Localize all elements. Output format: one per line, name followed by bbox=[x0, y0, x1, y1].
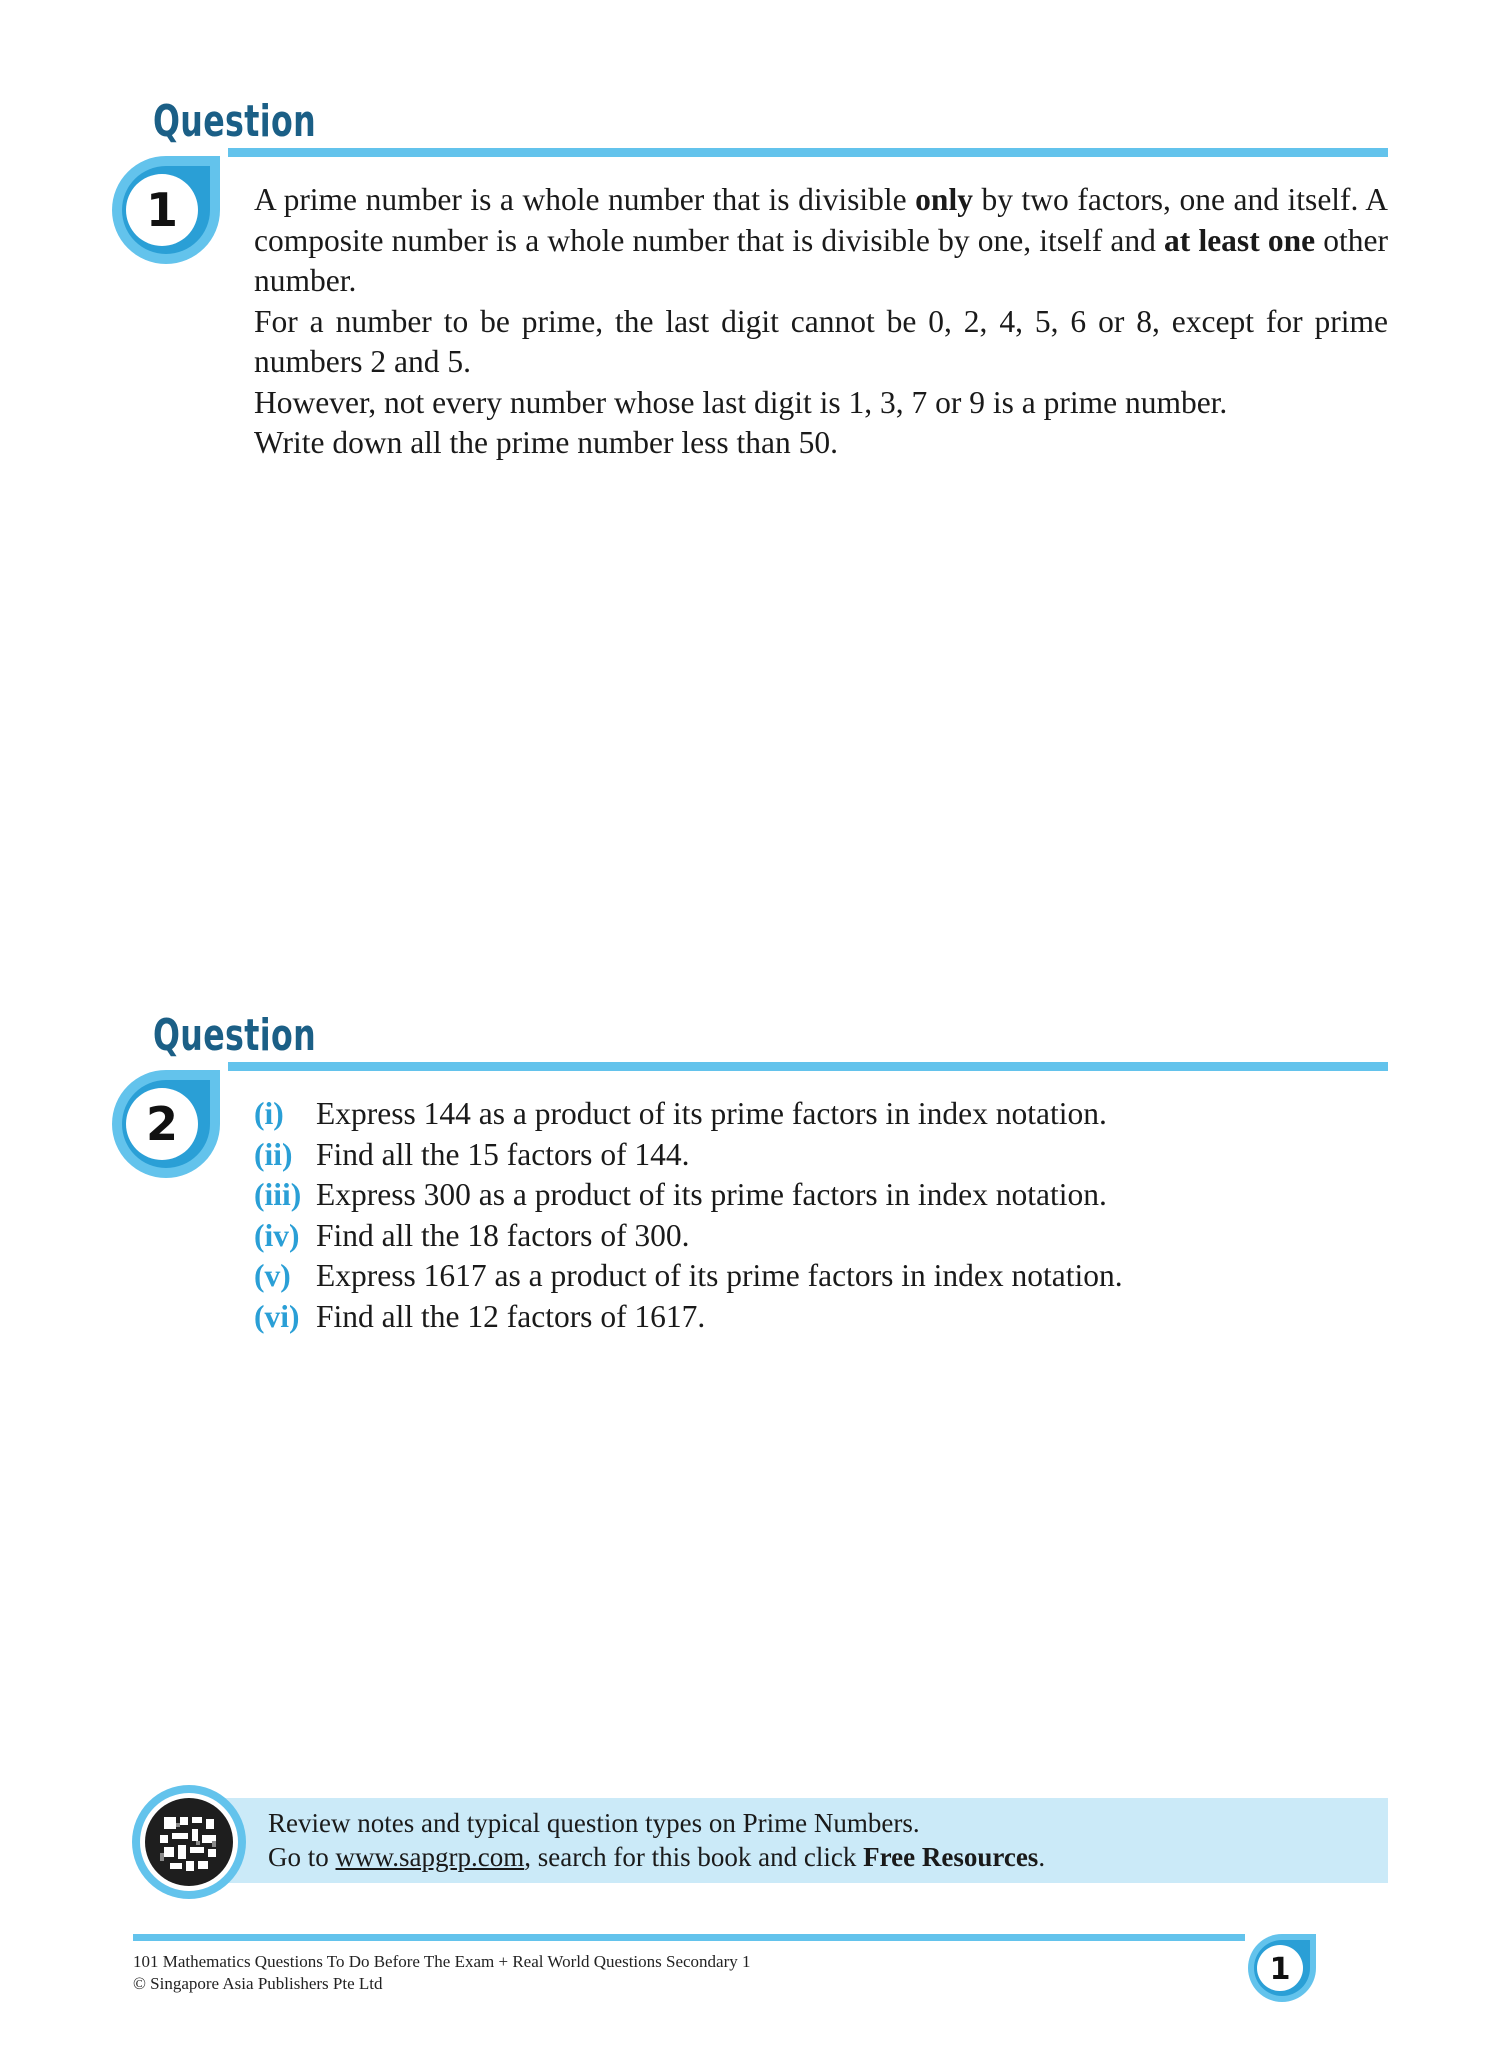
question-2-parts bbox=[254, 1094, 1388, 1337]
part-label: (ii) bbox=[254, 1136, 293, 1172]
question-heading: Question bbox=[153, 1010, 317, 1061]
question-number-badge bbox=[100, 1058, 232, 1190]
resources-link[interactable]: www.sapgrp.com bbox=[335, 1842, 525, 1872]
question-part bbox=[254, 1094, 1388, 1135]
question-part bbox=[254, 1175, 1388, 1216]
part-text: Express 144 as a product of its prime factors in index notation. bbox=[316, 1096, 1107, 1131]
page-number: 1 bbox=[1269, 1952, 1291, 1987]
part-text: Find all the 18 factors of 300. bbox=[316, 1217, 690, 1253]
part-text: Express 1617 as a product of its prime factors in index notation. bbox=[316, 1258, 1123, 1293]
resources-line-1: Review notes and typical question types on Prime Numbers. bbox=[268, 1808, 920, 1838]
part-label: (vi) bbox=[254, 1298, 300, 1334]
footer-rule bbox=[133, 1934, 1245, 1941]
question-part bbox=[254, 1256, 1388, 1297]
footer bbox=[133, 1951, 751, 1995]
qr-code-icon bbox=[130, 1783, 248, 1901]
part-text: Find all the 15 factors of 144. bbox=[316, 1136, 690, 1172]
question-heading: Question bbox=[153, 96, 317, 147]
heading-rule bbox=[228, 1062, 1388, 1071]
question-part bbox=[254, 1216, 1388, 1257]
question-paragraph: A prime number is a whole number that is divisible only by two factors, one and itself. A composite number is a whole number that is divisible by one, itself and at least one other number. bbox=[254, 182, 1388, 298]
page-number-badge bbox=[1240, 1928, 1320, 2008]
question-number-badge bbox=[100, 144, 232, 276]
part-label: (i) bbox=[254, 1096, 284, 1131]
question-part bbox=[254, 1297, 1388, 1338]
free-resources-label: Free Resources bbox=[863, 1842, 1039, 1872]
part-text: Find all the 12 factors of 1617. bbox=[316, 1298, 706, 1334]
footer-copyright: © Singapore Asia Publishers Pte Ltd bbox=[133, 1974, 383, 1993]
question-paragraph: However, not every number whose last digit is 1, 3, 7 or 9 is a prime number. bbox=[254, 384, 1228, 420]
part-label: (v) bbox=[254, 1258, 291, 1293]
question-number: 2 bbox=[145, 1097, 179, 1151]
part-label: (iv) bbox=[254, 1217, 300, 1253]
part-text: Express 300 as a product of its prime factors in index notation. bbox=[316, 1177, 1107, 1212]
question-part bbox=[254, 1135, 1388, 1176]
part-label: (iii) bbox=[254, 1177, 302, 1212]
resources-text bbox=[268, 1806, 1368, 1874]
question-paragraph: Write down all the prime number less than 50. bbox=[254, 425, 838, 460]
footer-book-title: 101 Mathematics Questions To Do Before The Exam + Real World Questions Secondary 1 bbox=[133, 1952, 751, 1971]
question-number: 1 bbox=[145, 183, 179, 237]
question-1-body bbox=[254, 180, 1388, 464]
heading-rule bbox=[228, 148, 1388, 157]
question-paragraph: For a number to be prime, the last digit cannot be 0, 2, 4, 5, 6 or 8, except for prime numbers 2 and 5. bbox=[254, 303, 1388, 379]
resources-line-2: Go to www.sapgrp.com, search for this book and click Free Resources. bbox=[268, 1842, 1046, 1872]
